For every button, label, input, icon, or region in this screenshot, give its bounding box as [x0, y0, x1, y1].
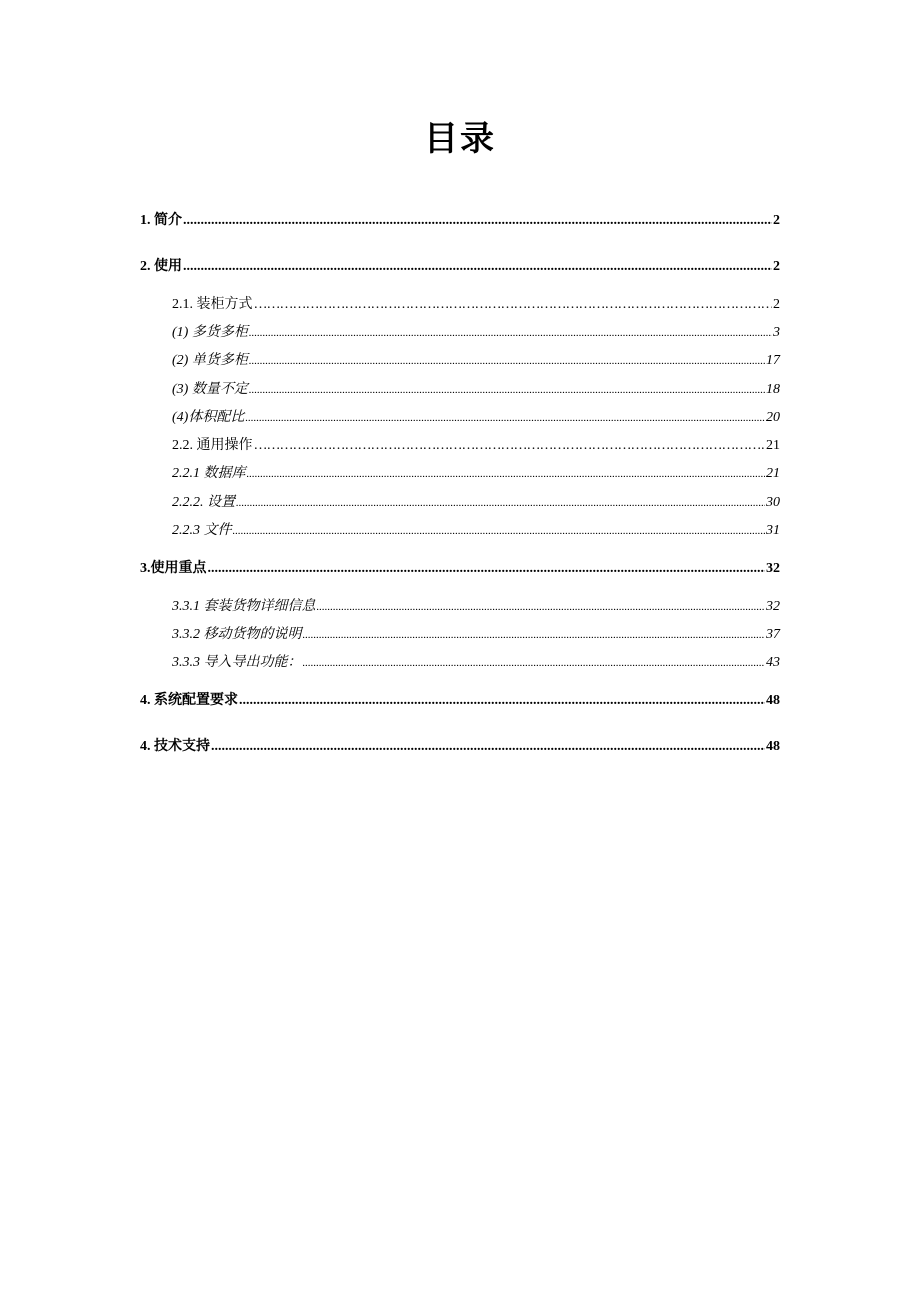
toc-entry-loading-method[interactable]: [172, 294, 780, 316]
toc-page-number: 21: [766, 438, 780, 453]
toc-entry-system-requirements[interactable]: [140, 690, 780, 712]
toc-page-number: 18: [766, 382, 780, 397]
toc-page-number: 43: [766, 655, 780, 670]
toc-entry-intro[interactable]: [140, 210, 780, 232]
toc-page-number: 21: [766, 466, 780, 481]
toc-dot-leader: [317, 596, 766, 618]
toc-page-number: 30: [766, 495, 780, 510]
toc-dot-leader: [236, 492, 765, 514]
toc-entry-label: 3.使用重点: [140, 561, 207, 576]
toc-entry-label: 3.3.3 导入导出功能：: [172, 655, 302, 670]
toc-dot-leader: [249, 350, 765, 372]
toc-dot-leader: [211, 736, 765, 758]
toc-entry-label: 4. 系统配置要求: [140, 693, 238, 708]
toc-page-number: 17: [766, 353, 780, 368]
toc-page-number: 37: [766, 627, 780, 642]
toc-entry-import-export[interactable]: [172, 652, 780, 674]
toc-dot-leader: [183, 256, 772, 278]
toc-dot-leader: [254, 435, 766, 457]
toc-entry-label: (1) 多货多柜: [172, 325, 248, 340]
toc-entry-volume-ratio[interactable]: [172, 407, 780, 429]
toc-entry-set-cargo-details[interactable]: [172, 596, 780, 618]
toc-entry-label: (3) 数量不定: [172, 382, 248, 397]
toc-page-number: 31: [766, 523, 780, 538]
toc-dot-leader: [249, 379, 765, 401]
toc-entry-file[interactable]: [172, 520, 780, 542]
toc-dot-leader: [254, 294, 773, 316]
toc-dot-leader: [245, 407, 765, 429]
toc-dot-leader: [303, 624, 766, 646]
toc-dot-leader: [249, 322, 772, 344]
toc-entry-technical-support[interactable]: [140, 736, 780, 758]
toc-dot-leader: [208, 558, 766, 580]
toc-dot-leader: [239, 690, 765, 712]
toc-page-number: 20: [766, 410, 780, 425]
toc-entry-label: 2.2. 通用操作: [172, 438, 253, 453]
toc-page-number: 2: [773, 297, 780, 312]
toc-page-number: 2: [773, 259, 780, 274]
toc-entry-label: 2.1. 装柜方式: [172, 297, 253, 312]
toc-entry-label: 2. 使用: [140, 259, 182, 274]
toc-entry-label: 3.3.2 移动货物的说明: [172, 627, 302, 642]
toc-entry-label: 4. 技术支持: [140, 739, 210, 754]
toc-page-number: 48: [766, 739, 780, 754]
toc-entry-label: (4)体积配比: [172, 410, 245, 425]
toc-entry-quantity-variable[interactable]: [172, 379, 780, 401]
toc-entry-label: 2.2.1 数据库: [172, 466, 246, 481]
toc-entry-label: 2.2.3 文件: [172, 523, 232, 538]
toc-entry-usage-key-points[interactable]: [140, 558, 780, 580]
toc-entry-label: (2) 单货多柜: [172, 353, 248, 368]
toc-dot-leader: [183, 210, 772, 232]
toc-entry-move-cargo-notes[interactable]: [172, 624, 780, 646]
toc-page-number: 48: [766, 693, 780, 708]
toc-entry-label: 2.2.2. 设置: [172, 495, 235, 510]
page-title: 目录: [424, 121, 496, 158]
toc-page-number: 3: [773, 325, 780, 340]
toc-entry-label: 3.3.1 套装货物详细信息: [172, 599, 316, 614]
toc-entry-single-cargo-multi-container[interactable]: [172, 350, 780, 372]
toc-dot-leader: [233, 520, 766, 542]
toc-dot-leader: [303, 652, 766, 674]
toc-page-number: 32: [766, 599, 780, 614]
toc-page-number: 32: [766, 561, 780, 576]
toc-dot-leader: [247, 463, 766, 485]
toc-entry-general-operations[interactable]: [172, 435, 780, 457]
toc-entry-database[interactable]: [172, 463, 780, 485]
toc-entry-settings[interactable]: [172, 492, 780, 514]
toc-entry-label: 1. 简介: [140, 213, 182, 228]
toc-page-number: 2: [773, 213, 780, 228]
toc-entry-usage[interactable]: [140, 256, 780, 278]
toc-entry-multi-cargo-multi-container[interactable]: [172, 322, 780, 344]
